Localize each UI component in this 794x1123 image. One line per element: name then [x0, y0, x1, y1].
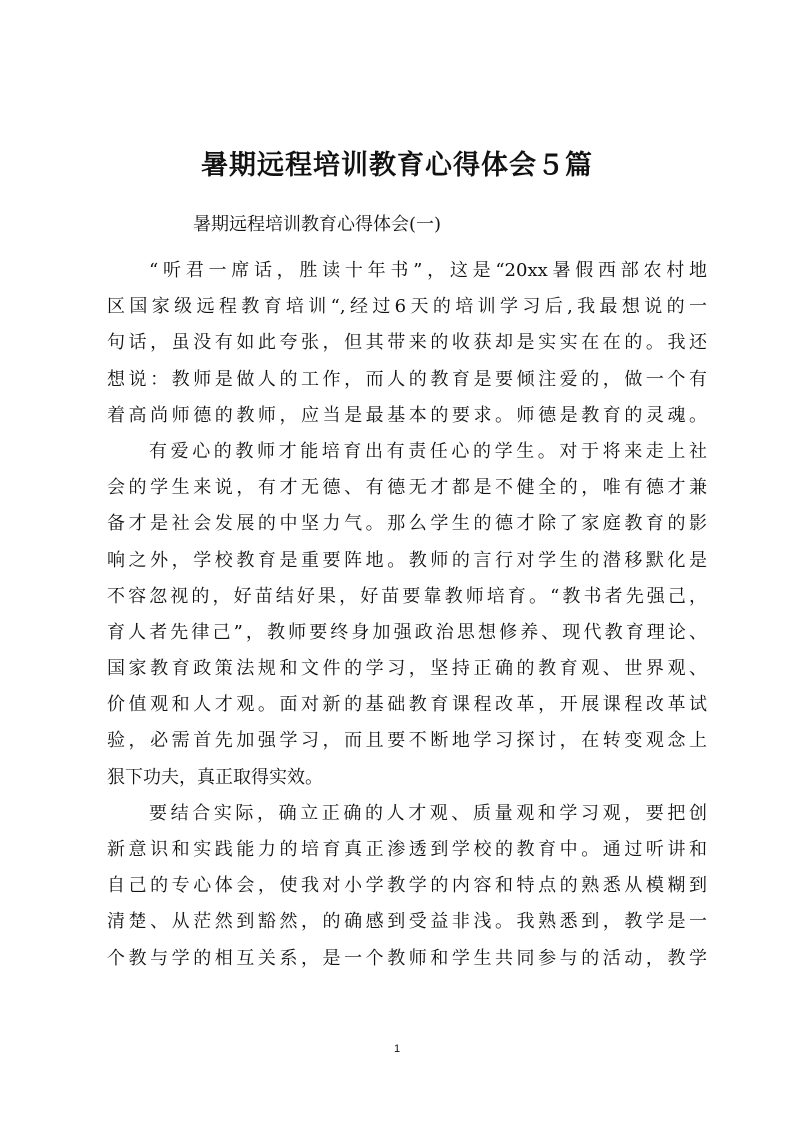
text-line: 响之外，学校教育是重要阵地。教师的言行对学生的潜移默化是 — [107, 549, 707, 571]
text-line: 育人者先律己”，教师要终身加强政治思想修养、现代教育理论、 — [107, 621, 707, 643]
text-line: 清楚、从茫然到豁然，的确感到受益非浅。我熟悉到，教学是一 — [107, 911, 707, 933]
text-line: 不容忽视的，好苗结好果，好苗要靠教师培育。“教书者先强己， — [107, 585, 707, 607]
text-line: 区国家级远程教育培训“,经过6天的培训学习后,我最想说的一 — [107, 296, 707, 318]
text-line: 价值观和人才观。面对新的基础教育课程改革，开展课程改革试 — [107, 694, 707, 716]
text-line: 要结合实际，确立正确的人才观、质量观和学习观，要把创 — [149, 802, 707, 824]
document-title: 暑期远程培训教育心得体会５篇 — [201, 150, 593, 181]
text-line: 备才是社会发展的中坚力气。那么学生的德才除了家庭教育的影 — [107, 513, 707, 535]
text-line: 想说：教师是做人的工作，而人的教育是要倾注爱的，做一个有 — [107, 368, 707, 390]
text-line: 会的学生来说，有才无德、有德无才都是不健全的，唯有德才兼 — [107, 477, 707, 499]
page-number: 1 — [393, 1043, 401, 1055]
body-text — [107, 253, 707, 977]
text-line: 新意识和实践能力的培育真正渗透到学校的教育中。通过听讲和 — [107, 839, 707, 860]
text-line: 句话，虽没有如此夸张，但其带来的收获却是实实在在的。我还 — [107, 332, 707, 354]
text-line: 验，必需首先加强学习，而且要不断地学习探讨，在转变观念上 — [107, 730, 707, 752]
text-line: 自己的专心体会，使我对小学教学的内容和特点的熟悉从模糊到 — [107, 875, 707, 897]
text-line: 国家教育政策法规和文件的学习，坚持正确的教育观、世界观、 — [107, 658, 707, 680]
text-line: “听君一席话，胜读十年书”，这是“20xx暑假西部农村地 — [149, 260, 707, 281]
text-line: 有爱心的教师才能培育出有责任心的学生。对于将来走上社 — [149, 440, 707, 462]
section-subtitle: 暑期远程培训教育心得体会(一) — [193, 214, 442, 235]
text-line: 个教与学的相互关系，是一个教师和学生共同参与的活动，教学 — [107, 947, 707, 969]
text-line: 狠下功夫，真正取得实效。 — [107, 766, 323, 788]
text-line: 着高尚师德的教师，应当是最基本的要求。师德是教育的灵魂。 — [107, 404, 707, 426]
